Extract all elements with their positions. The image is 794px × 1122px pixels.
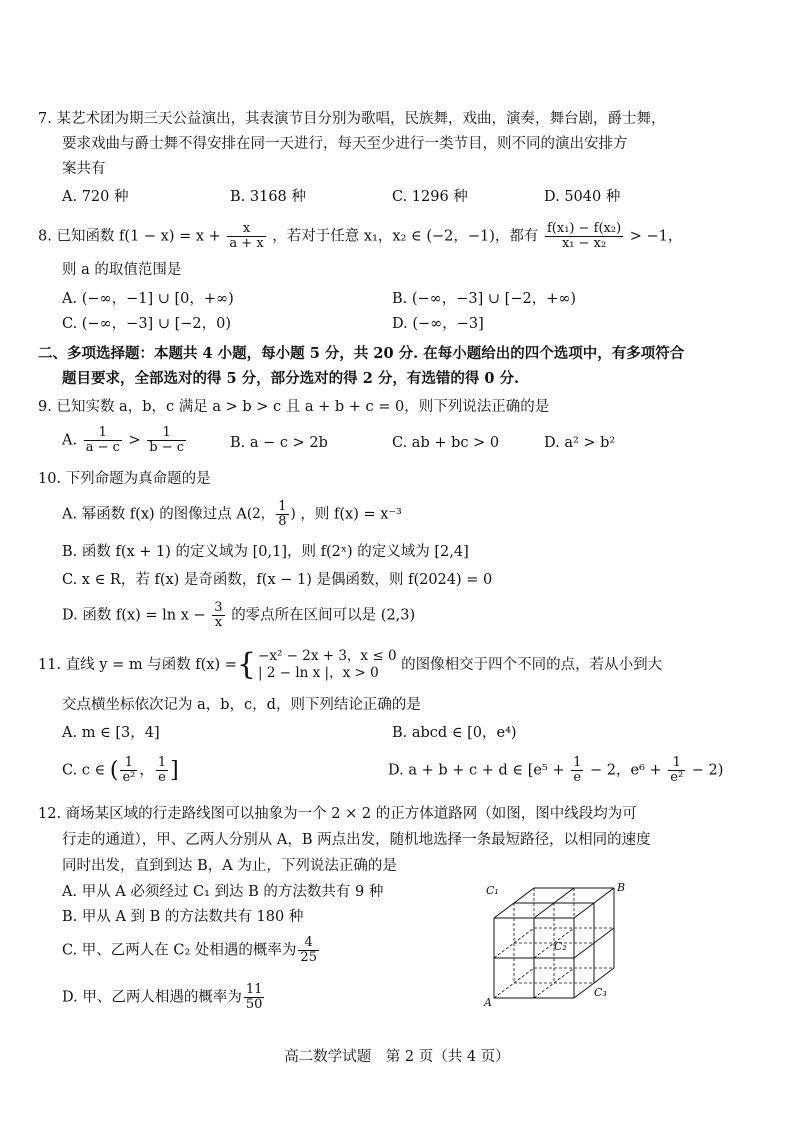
q9-option-c: C. ab + bc > 0 <box>392 435 500 451</box>
q11-c-frac2-den: e <box>158 770 166 785</box>
q11-cases <box>258 648 397 682</box>
q9-a-label: A. <box>62 432 78 449</box>
q12-c-frac-den: 25 <box>300 950 317 965</box>
q11-d-frac2-num: 1 <box>668 756 685 771</box>
q12-d-pre: D. 甲、乙两人相遇的概率为 <box>62 989 242 1006</box>
q11-option-c <box>62 756 179 785</box>
q11-d-pre: D. a + b + c + d ∈ [e⁵ + <box>388 762 565 779</box>
q9-option-a <box>62 426 188 455</box>
q7-option-d: D. 5040 种 <box>544 189 621 205</box>
q10-option-c: C. x ∈ R，若 f(x) 是奇函数，f(x − 1) 是偶函数，则 f(2024) = 0 <box>62 572 493 588</box>
q12-d-fraction <box>244 983 265 1012</box>
q8-fraction-2 <box>545 222 623 251</box>
q11-option-a: A. m ∈ [3，4] <box>62 725 160 741</box>
section2-heading-line1: 二、多项选择题：本题共 4 小题，每小题 5 分，共 20 分. 在每小题给出的四个选项中，有多项符合 <box>38 345 685 362</box>
q8-option-b: B. (−∞，−3] ∪ [−2，+∞) <box>392 291 577 307</box>
q12-option-b: B. 甲从 A 到 B 的方法数共有 180 种 <box>62 909 304 925</box>
q10-a-lparen: (2， <box>246 506 275 522</box>
q11-line2: 交点横坐标依次记为 a，b，c，d，则下列结论正确的是 <box>62 697 421 713</box>
q12-line1: 12. 商场某区域的行走路线图可以抽象为一个 2 × 2 的正方体道路网（如图，图中线段均为可 <box>38 806 637 822</box>
q8-fraction-1 <box>227 222 265 251</box>
q11-d-post: − 2) <box>691 762 724 779</box>
q7-line2: 要求戏曲与爵士舞不得安排在同一天进行，每天至少进行一类节目，则不同的演出安排方 <box>62 136 628 152</box>
q8-stem-mid: ，若对于任意 x₁，x₂ ∈ (−2，−1)，都有 <box>272 228 539 245</box>
q10-a-rparen: ) <box>290 506 296 522</box>
q9-option-b: B. a − c > 2b <box>230 435 328 451</box>
hidden-edge <box>494 968 534 998</box>
q7-option-a: A. 720 种 <box>62 189 129 205</box>
q10-d-frac-den: x <box>214 615 223 630</box>
q11-case1: −x² − 2x + 3，x ≤ 0 <box>258 648 397 664</box>
q9-a-frac1-den: a − c <box>85 440 120 455</box>
q12-d-frac-den: 50 <box>245 997 263 1012</box>
q11-c-sep: ， <box>139 762 154 779</box>
q8-stem-pre: 8. 已知函数 f(1 − x) = x + <box>38 228 221 245</box>
q10-a-frac-num: 1 <box>278 499 287 514</box>
q10-option-d <box>62 601 415 630</box>
q9-option-d: D. a² > b² <box>544 435 616 451</box>
q7-line1: 7. 某艺术团为期三天公益演出，其表演节目分别为歌唱，民族舞，戏曲，演奏，舞台剧，爵士舞， <box>38 111 666 127</box>
q9-a-frac2-den: b − c <box>149 440 185 455</box>
q12-option-c <box>62 936 321 965</box>
q11-case2: | 2 − ln x |，x > 0 <box>258 665 379 681</box>
section2-heading-line2: 题目要求，全部选对的得 5 分，部分选对的得 2 分，有选错的得 0 分. <box>62 370 520 387</box>
q10-option-a <box>62 500 402 529</box>
q11-c-fraction-1 <box>120 756 137 785</box>
q10-a-fraction <box>276 500 288 529</box>
q8-option-c: C. (−∞，−3] ∪ [−2，0) <box>62 316 231 332</box>
q7-option-b: B. 3168 种 <box>230 189 306 205</box>
q11-d-fraction-1 <box>571 756 583 785</box>
q8-line2: 则 a 的取值范围是 <box>62 262 182 278</box>
q10-a-post: ，则 f(x) = x⁻³ <box>300 506 402 523</box>
q9-a-frac2-num: 1 <box>147 426 186 441</box>
q10-a-pre: A. 幂函数 f(x) 的图像过点 A <box>62 506 247 523</box>
q11-c-frac2-num: 1 <box>157 755 167 770</box>
q12-c-pre: C. 甲、乙两人在 C₂ 处相遇的概率为 <box>62 942 297 959</box>
q11-brace-icon: { <box>236 647 257 682</box>
label-b: B <box>617 881 626 894</box>
q12-option-d <box>62 983 266 1012</box>
q10-d-pre: D. 函数 f(x) = ln x − <box>62 607 206 624</box>
q9-a-fraction-1 <box>84 426 122 455</box>
q8-frac2-denominator: x₁ − x₂ <box>561 236 607 251</box>
q11-pre: 11. 直线 y = m 与函数 f(x) = <box>38 657 237 673</box>
q9-a-frac1-num: 1 <box>84 426 122 441</box>
label-c2: C₂ <box>554 940 567 953</box>
q12-option-a: A. 甲从 A 必须经过 C₁ 到达 B 的方法数共有 9 种 <box>62 884 384 900</box>
q11-d-frac1-den: e <box>573 770 582 785</box>
q8-option-d: D. (−∞，−3] <box>392 316 484 332</box>
q10-option-b: B. 函数 f(x + 1) 的定义域为 [0,1]，则 f(2ˣ) 的定义域为 [2,4] <box>62 544 469 560</box>
q11-c-lparen: ( <box>109 758 119 783</box>
q10-d-frac-num: 3 <box>214 600 223 615</box>
q12-c-fraction <box>298 936 319 965</box>
q11-d-fraction-2 <box>668 756 685 785</box>
q11-d-mid: − 2，e⁶ + <box>590 762 662 779</box>
q11-c-rparen: ] <box>170 758 179 783</box>
label-c1: C₁ <box>486 884 499 897</box>
q11-c-frac1-den: e² <box>122 770 136 785</box>
q8-frac1-numerator: x <box>227 222 265 237</box>
q11-post: 的图像相交于四个不同的点，若从小到大 <box>401 657 663 673</box>
q7-option-c: C. 1296 种 <box>392 189 468 205</box>
q8-line1 <box>38 222 682 251</box>
q10-stem: 10. 下列命题为真命题的是 <box>38 471 211 487</box>
cube-road-network-figure <box>478 878 638 1010</box>
q10-d-fraction <box>212 601 224 630</box>
q8-frac2-numerator: f(x₁) − f(x₂) <box>547 221 622 236</box>
q12-d-frac-num: 11 <box>245 982 263 997</box>
q8-stem-post: > −1， <box>629 228 683 245</box>
q8-frac1-denominator: a + x <box>229 236 264 251</box>
label-c3: C₃ <box>594 986 607 999</box>
q12-line3: 同时出发，直到到达 B，A 为止，下列说法正确的是 <box>62 858 397 874</box>
q12-c-frac-num: 4 <box>298 936 319 951</box>
q11-d-frac1-num: 1 <box>573 755 582 770</box>
q11-c-frac1-num: 1 <box>120 756 137 771</box>
q11-option-d <box>388 756 723 785</box>
q8-option-a: A. (−∞，−1] ∪ [0，+∞) <box>62 291 234 307</box>
label-a: A <box>484 996 492 1009</box>
q9-a-gt: > <box>128 432 141 449</box>
q11-line1 <box>38 648 662 682</box>
page-footer: 高二数学试题 第 2 页（共 4 页） <box>284 1049 510 1065</box>
q11-d-frac2-den: e² <box>670 770 684 785</box>
q7-line3: 案共有 <box>62 161 106 177</box>
q11-option-b: B. abcd ∈ [0，e⁴) <box>392 725 517 741</box>
q10-a-frac-den: 8 <box>278 514 287 529</box>
q11-c-pre: C. c ∈ <box>62 762 106 779</box>
q11-c-fraction-2 <box>156 756 168 785</box>
q12-line2: 行走的通道），甲、乙两人分别从 A，B 两点出发，随机地选择一条最短路径，以相同的速度 <box>62 832 651 848</box>
q9-a-fraction-2 <box>147 426 186 455</box>
q10-d-post: 的零点所在区间可以是 (2,3) <box>231 607 416 624</box>
q9-stem: 9. 已知实数 a，b，c 满足 a > b > c 且 a + b + c = 0，则下列说法正确的是 <box>38 399 550 415</box>
